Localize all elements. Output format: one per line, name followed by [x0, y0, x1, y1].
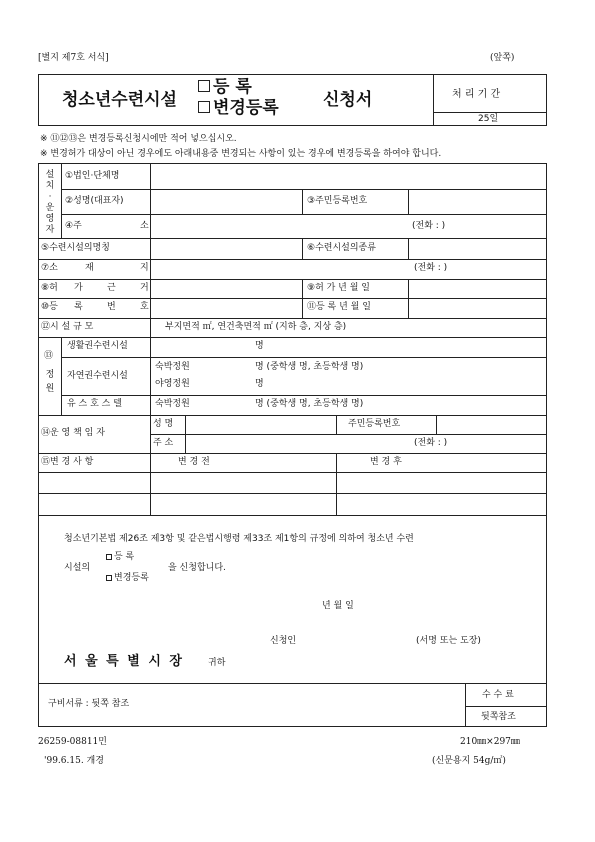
representative-name-field[interactable] [152, 191, 300, 212]
form-title-left: 청소년수련시설 [62, 90, 177, 110]
facility-type-field[interactable] [410, 240, 544, 257]
title-option-change: 변경등록 [213, 98, 279, 118]
declaration-checkbox-register[interactable] [106, 552, 113, 562]
location-label-b: 재 [85, 263, 94, 273]
permit-basis-label-a: ⑧허 [41, 283, 58, 293]
permit-basis-label-b: 가 [74, 283, 83, 293]
representative-name-label: ②성명(대표자) [65, 196, 124, 206]
processing-period-label: 처 리 기 간 [452, 89, 501, 100]
registration-number-label-a: ⑩등 [41, 302, 58, 312]
title-option-register: 등 록 [213, 77, 252, 97]
changes-before-field[interactable] [152, 474, 334, 514]
manager-label: ⑭운 영 책 임 자 [41, 428, 105, 438]
manager-address-label: 주 소 [153, 438, 174, 448]
declaration-line-1: 청소년기본법 제26조 제3항 및 같은법시행령 제33조 제1항의 규정에 의하여 청소년 수련 [64, 534, 414, 544]
signature-label: (서명 또는 도장) [416, 636, 481, 646]
permit-date-label: ⑨허 가 년 월 일 [307, 283, 370, 293]
permit-basis-label-c: 근 [107, 283, 116, 293]
declaration-prefix: 시설의 [64, 563, 91, 573]
applicant-label: 신청인 [270, 636, 297, 646]
nature-camping-label: 야영정원 [155, 379, 190, 389]
nature-lodging-label: 숙박정원 [155, 362, 190, 372]
title-checkbox-change[interactable] [198, 101, 210, 113]
form-code: 26259-08811민 [38, 737, 107, 747]
declaration-suffix: 을 신청합니다. [168, 563, 226, 573]
corporation-name-label: ①법인·단체명 [65, 171, 120, 181]
processing-period-value: 25일 [478, 114, 499, 124]
urban-facility-value[interactable]: 명 [255, 341, 264, 351]
manager-ssn-field[interactable] [438, 417, 544, 432]
changes-label: ⑮변 경 사 항 [41, 457, 94, 467]
capacity-group-number: ⑬ [44, 351, 54, 361]
form-title-right: 신청서 [323, 90, 373, 110]
founder-address-label-a: ④주 [65, 221, 82, 231]
declaration-option-change: 변경등록 [114, 573, 149, 583]
declaration-option-register: 등 록 [114, 552, 135, 562]
location-phone-label: (전화 : ) [414, 263, 448, 273]
paper-type: (신문용지 54g/㎡) [432, 756, 506, 766]
permit-date-field[interactable] [410, 281, 544, 296]
changes-after-field[interactable] [338, 474, 544, 514]
location-label-a: ⑦소 [41, 263, 58, 273]
changes-before-header: 변 경 전 [178, 457, 210, 467]
page-side-label: (앞쪽) [490, 53, 515, 63]
nature-lodging-value[interactable]: 명 (중학생 명, 초등학생 명) [255, 362, 364, 372]
fee-value: 뒷쪽참조 [481, 712, 516, 722]
registration-number-label-b: 록 [74, 302, 83, 312]
declaration-checkbox-change[interactable] [106, 573, 113, 583]
registration-number-label-c: 번 [107, 302, 116, 312]
registration-number-field[interactable] [152, 300, 300, 316]
note-2: ※ 변경허가 대상이 아닌 경우에도 아래내용중 변경되는 사항이 있는 경우에 변경등록을 하여야 합니다. [40, 149, 442, 159]
hostel-lodging-value[interactable]: 명 (중학생 명, 초등학생 명) [255, 399, 364, 409]
founder-group-label: 설 치 · 운 영 자 [45, 170, 55, 235]
manager-address-field[interactable] [187, 436, 544, 451]
founder-address-label-b: 소 [140, 221, 149, 231]
founder-address-field[interactable] [152, 216, 544, 236]
youth-hostel-label: 유 스 호 스 텔 [67, 399, 122, 409]
applicant-name-field[interactable] [305, 632, 405, 648]
manager-name-field[interactable] [187, 417, 334, 432]
facility-name-label: ⑤수련시설의명칭 [41, 243, 110, 253]
facility-name-field[interactable] [152, 240, 300, 257]
form-number: [별지 제7호 서식] [38, 53, 109, 63]
registration-date-field[interactable] [410, 300, 544, 316]
fee-label: 수 수 료 [482, 690, 514, 700]
manager-phone-label: (전화 : ) [414, 438, 448, 448]
urban-facility-label: 생활권수련시설 [67, 341, 128, 351]
permit-basis-label-d: 거 [140, 283, 149, 293]
corporation-name-field[interactable] [152, 165, 544, 187]
manager-ssn-label: 주민등록번호 [348, 419, 401, 429]
registration-number-label-d: 호 [140, 302, 149, 312]
capacity-group-label: 정 원 [45, 370, 55, 394]
title-checkbox-register[interactable] [198, 80, 210, 92]
note-1: ※ ⑪⑫⑬은 변경등록신청시에만 적어 넣으십시오. [40, 134, 237, 144]
declaration-date[interactable]: 년 월 일 [322, 601, 354, 611]
facility-size-value[interactable]: 부지면적 ㎡, 연건축면적 ㎡ (지하 층, 지상 층) [165, 322, 347, 332]
facility-size-label: ⑫시 설 규 모 [41, 322, 94, 332]
recipient-honorific: 귀하 [208, 658, 226, 668]
resident-number-label: ③주민등록번호 [307, 196, 368, 206]
resident-number-field[interactable] [410, 191, 544, 212]
location-label-c: 지 [140, 263, 149, 273]
nature-camping-value[interactable]: 명 [255, 379, 264, 389]
registration-date-label: ⑪등 록 년 월 일 [307, 302, 371, 312]
revision-date: '99.6.15. 개경 [44, 756, 104, 766]
facility-type-label: ⑥수련시설의종류 [307, 243, 376, 253]
recipient-label: 서 울 특 별 시 장 [64, 654, 184, 669]
hostel-lodging-label: 숙박정원 [155, 399, 190, 409]
changes-after-header: 변 경 후 [370, 457, 402, 467]
nature-facility-label: 자연권수련시설 [67, 371, 128, 381]
required-docs: 구비서류 : 뒷쪽 참조 [48, 699, 130, 709]
manager-name-label: 성 명 [153, 419, 174, 429]
founder-phone-label: (전화 : ) [412, 221, 446, 231]
paper-size: 210㎜×297㎜ [460, 737, 520, 747]
location-field[interactable] [152, 261, 544, 277]
permit-basis-field[interactable] [152, 281, 300, 296]
